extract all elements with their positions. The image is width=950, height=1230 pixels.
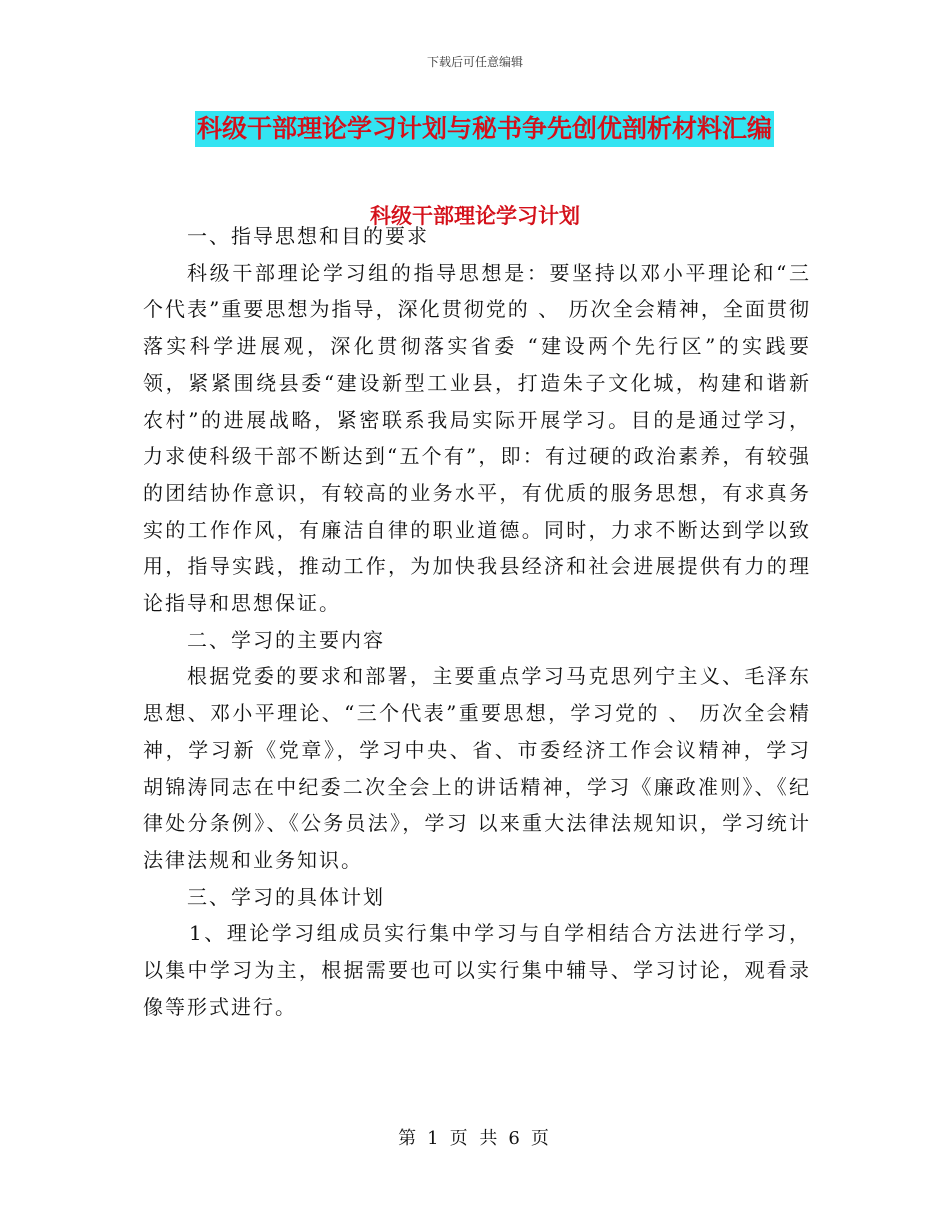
footer-middle: 页 共 bbox=[449, 1128, 501, 1149]
footer-prefix: 第 bbox=[398, 1128, 420, 1149]
document-body bbox=[143, 218, 811, 1025]
heading-main-content: 二、学习的主要内容 bbox=[187, 627, 385, 652]
paragraph-main-content: 根据党委的要求和部署，主要重点学习马克思列宁主义、毛泽东思想、邓小平理论、“三个代表”重要思想，学习党的 、 历次全会精神，学习新《党章》，学习中央、省、市委经济工作会议精神，学习胡锦涛同志在中纪委二次全会上的讲话精神，学习《廉政准则》、《纪律处分条例》、《公务员法》，学习 以来重大法律法规知识，学习统计法律法规和业务知识。 bbox=[143, 664, 811, 872]
heading-guiding-thought: 一、指导思想和目的要求 bbox=[187, 224, 429, 248]
footer-suffix: 页 bbox=[530, 1128, 552, 1149]
paragraph-guiding-thought: 科级干部理论学习组的指导思想是：要坚持以邓小平理论和“三个代表”重要思想为指导，深化贯彻党的 、 历次全会精神，全面贯彻落实科学进展观，深化贯彻落实省委 “建设两个先行区”的实践要领，紧紧围绕县委“建设新型工业县，打造朱子文化城，构建和谐新农村”的进展战略，紧密联系我局实际开展学习。目的是通过学习，力求使科级干部不断达到“五个有”，即：有过硬的政治素养，有较强的团结协作意识，有较高的业务水平，有优质的服务思想，有求真务实的工作作风，有廉洁自律的职业道德。同时，力求不断达到学以致用，指导实践，推动工作，为加快我县经济和社会进展提供有力的理论指导和思想保证。 bbox=[143, 260, 811, 616]
heading-specific-plan: 三、学习的具体计划 bbox=[187, 884, 385, 909]
section-title: 科级干部理论学习计划 bbox=[370, 204, 580, 228]
document-title: 科级干部理论学习计划与秘书争先创优剖析材料汇编 bbox=[195, 111, 774, 147]
header-note: 下载后可任意编辑 bbox=[426, 55, 523, 69]
footer-total-pages: 6 bbox=[508, 1128, 523, 1149]
page-footer bbox=[0, 1124, 950, 1150]
footer-page-number: 1 bbox=[427, 1128, 442, 1149]
paragraph-specific-plan: 1、理论学习组成员实行集中学习与自学相结合方法进行学习，以集中学习为主，根据需要也可以实行集中辅导、学习讨论，观看录像等形式进行。 bbox=[143, 921, 811, 1019]
